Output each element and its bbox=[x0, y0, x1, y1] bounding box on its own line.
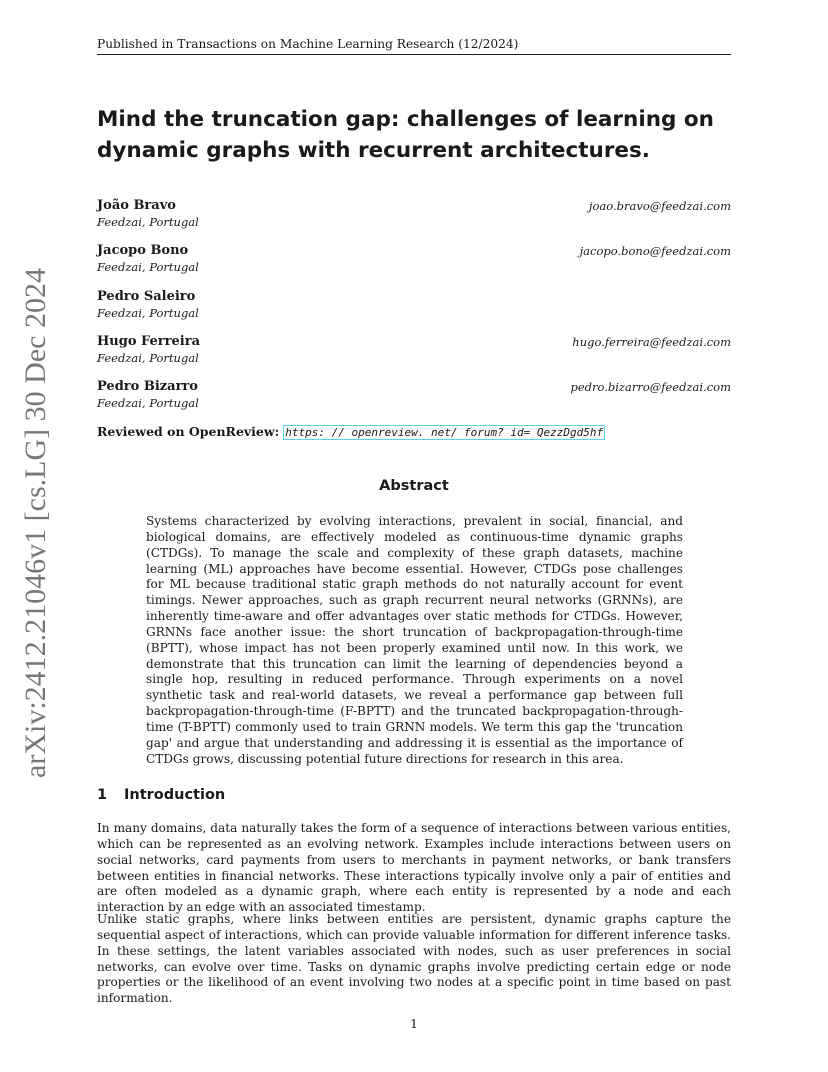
section-heading bbox=[97, 787, 225, 803]
abstract-heading: Abstract bbox=[379, 478, 449, 494]
review-line bbox=[97, 424, 605, 439]
author-block bbox=[97, 334, 731, 368]
author-affiliation: Feedzai, Portugal bbox=[97, 306, 199, 320]
author-email[interactable]: hugo.ferreira@feedzai.com bbox=[572, 335, 731, 349]
arxiv-sidebar bbox=[10, 267, 62, 778]
author-email[interactable]: pedro.bizarro@feedzai.com bbox=[570, 380, 731, 394]
author-block bbox=[97, 289, 731, 323]
arxiv-identifier: arXiv:2412.21046v1 [cs.LG] 30 Dec 2024 bbox=[19, 267, 52, 778]
author-block bbox=[97, 198, 731, 232]
author-email[interactable]: jacopo.bono@feedzai.com bbox=[579, 244, 731, 258]
author-block bbox=[97, 379, 731, 413]
author-affiliation: Feedzai, Portugal bbox=[97, 396, 199, 410]
author-name: Pedro Saleiro bbox=[97, 289, 196, 304]
author-affiliation: Feedzai, Portugal bbox=[97, 215, 199, 229]
page-number: 1 bbox=[410, 1016, 418, 1031]
section-title: Introduction bbox=[124, 787, 226, 803]
author-affiliation: Feedzai, Portugal bbox=[97, 260, 199, 274]
body-paragraph: Unlike static graphs, where links between entities are persistent, dynamic graphs capture the sequential aspect of interactions, which can provide valuable information for different inference tasks. In these settings, the latent variables associated with nodes, such as user preferences in social networks, can evolve over time. Tasks on dynamic graphs involve predicting certain edge or node properties or the likelihood of an event involving two nodes at a specific point in time based on past information. bbox=[97, 912, 731, 1006]
author-affiliation: Feedzai, Portugal bbox=[97, 351, 199, 365]
abstract-text: Systems characterized by evolving interactions, prevalent in social, financial, and biological domains, are effectively modeled as continuous-time dynamic graphs (CTDGs). To manage the scale and complexity of these graph datasets, machine learning (ML) approaches have become essential. However, CTDGs pose challenges for ML because traditional static graph methods do not naturally account for event timings. Newer approaches, such as graph recurrent neural networks (GRNNs), are inherently time-aware and offer advantages over static methods for CTDGs. However, GRNNs face another issue: the short truncation of backpropagation-through-time (BPTT), whose impact has not been properly examined until now. In this work, we demonstrate that this truncation can limit the learning of dependencies beyond a single hop, resulting in reduced performance. Through experiments on a novel synthetic task and real-world datasets, we reveal a performance gap between full backpropagation-through-time (F-BPTT) and the truncated backpropagation-through-time (T-BPTT) commonly used to train GRNN models. We term this gap the 'truncation gap' and argue that understanding and addressing it is essential as the importance of CTDGs grows, discussing potential future directions for research in this area. bbox=[146, 514, 683, 766]
section-number: 1 bbox=[97, 787, 108, 803]
author-email[interactable]: joao.bravo@feedzai.com bbox=[588, 199, 731, 213]
author-name: Hugo Ferreira bbox=[97, 334, 200, 349]
review-label: Reviewed on OpenReview: bbox=[97, 424, 280, 439]
author-name: Jacopo Bono bbox=[97, 243, 189, 258]
author-name: João Bravo bbox=[97, 198, 176, 213]
author-name: Pedro Bizarro bbox=[97, 379, 198, 394]
running-header: Published in Transactions on Machine Learning Research (12/2024) bbox=[97, 37, 731, 55]
body-paragraph: In many domains, data naturally takes the form of a sequence of interactions between various entities, which can be represented as an evolving network. Examples include interactions between users on social networks, card payments from users to merchants in payment networks, or bank transfers between entities in financial networks. These interactions typically involve only a pair of entities and are often modeled as a dynamic graph, where each entity is represented by a node and each interaction by an edge with an associated timestamp. bbox=[97, 821, 731, 915]
paper-title: Mind the truncation gap: challenges of learning on dynamic graphs with recurrent architectures. bbox=[97, 107, 714, 163]
author-block bbox=[97, 243, 731, 277]
openreview-link[interactable]: https: // openreview. net/ forum? id= QezzDgd5hf bbox=[285, 426, 604, 439]
